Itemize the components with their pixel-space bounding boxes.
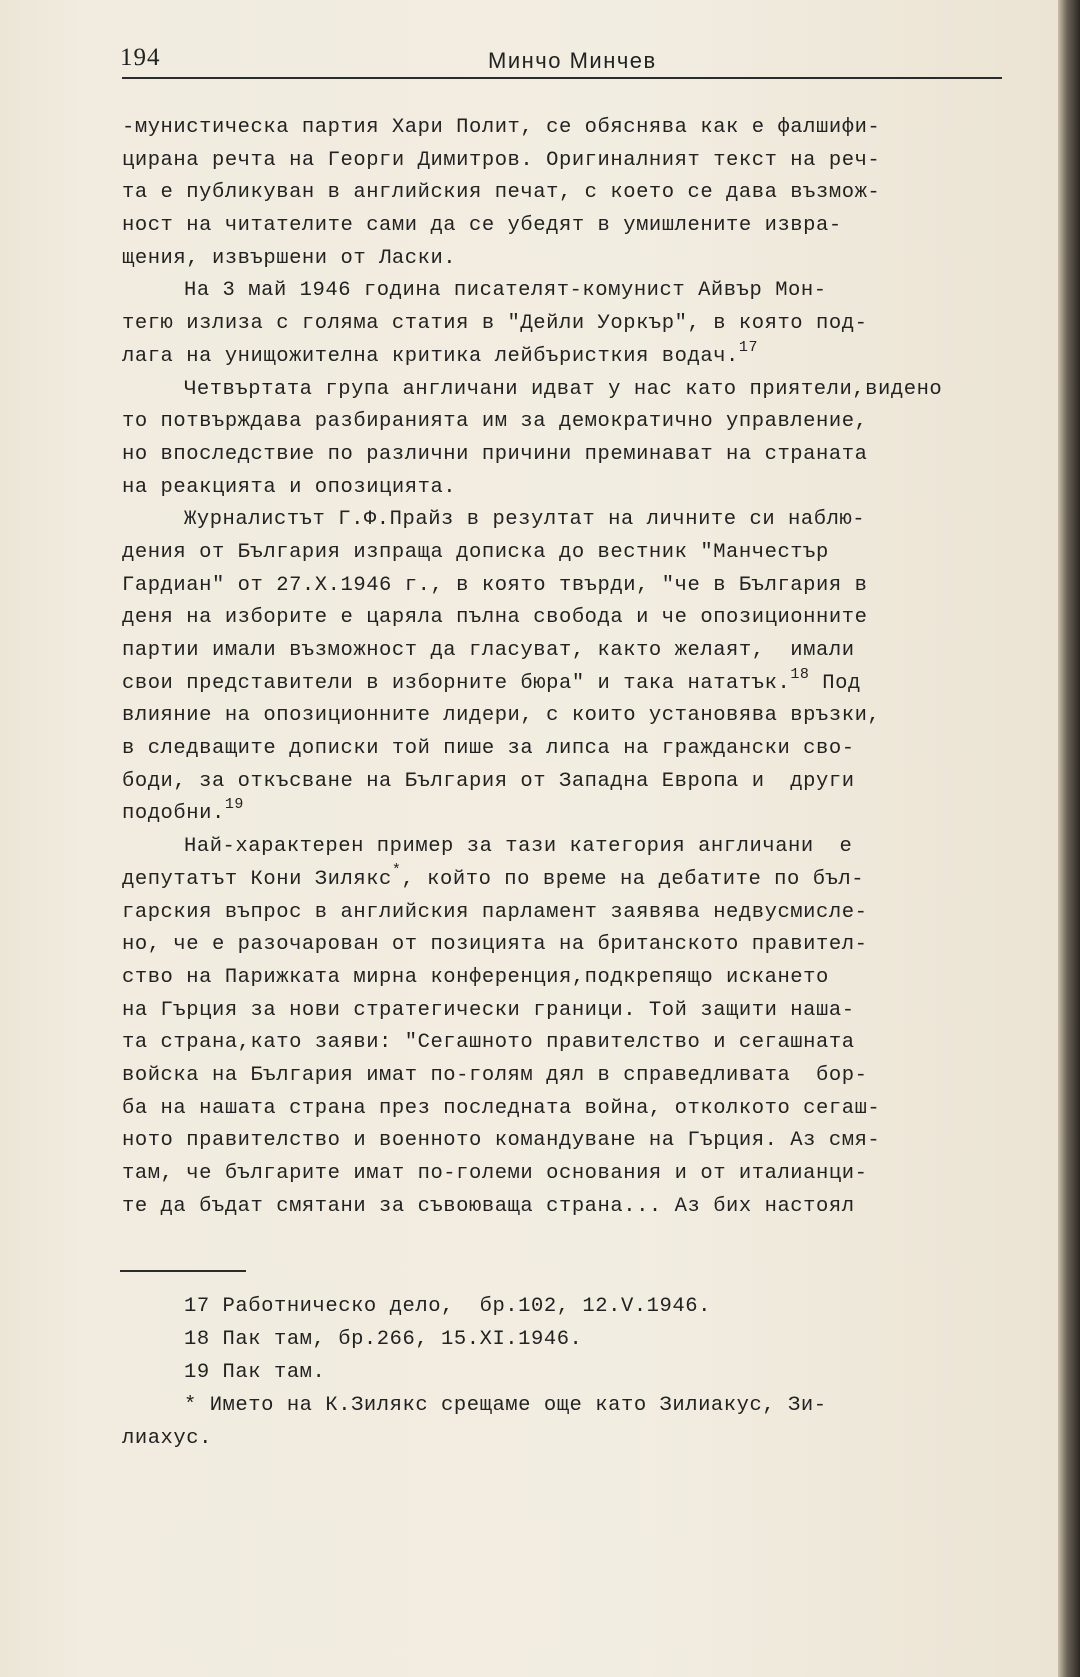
text-line: но, че е разочарован от позицията на британското правител-: [122, 933, 868, 957]
footnote-ref-18: 18: [790, 665, 810, 683]
text-line: щения, извършени от Ласки.: [122, 246, 457, 270]
text-line: там, че българите имат по-големи основания и от италианци-: [122, 1162, 868, 1185]
page-header: [120, 44, 1000, 80]
header-rule: [122, 77, 1002, 79]
text-line: ното правителство и военното командуване на Гърция. Аз смя-: [122, 1129, 881, 1153]
text-line: ство на Парижката мирна конференция,подкрепящо искането: [122, 965, 829, 989]
text-line: гарския въпрос в английския парламент заявява недвусмисле-: [122, 900, 868, 924]
text-segment: подобни.: [122, 802, 225, 826]
text-line: Журналистът Г.Ф.Прайз в резултат на личните си наблю-: [184, 508, 866, 532]
body-text: [122, 112, 1022, 1223]
text-segment: лага на унищожителна критика лейбъристкия водач.: [122, 344, 739, 368]
text-line: ност на читателите сами да се убедят в умишлените извра-: [122, 214, 842, 238]
text-line: те да бъдат смятани за съвоюваща страна... Аз бих настоял: [122, 1194, 855, 1218]
text-segment: Под: [809, 671, 861, 695]
text-line: дения от България изпраща дописка до вестник "Манчестър: [122, 540, 829, 564]
text-line: в следващите дописки той пише за липса на граждански сво-: [122, 737, 855, 761]
footnote-ref-17: 17: [738, 338, 759, 356]
footnote: 18 Пак там, бр.266, 15.XI.1946.: [184, 1328, 583, 1351]
text-line: тегю излиза с голяма статия в "Дейли Уоркър", в която под-: [122, 312, 868, 336]
text-line-with-ref: [122, 798, 1022, 831]
text-line: влияние на опозиционните лидери, с които установява връзки,: [122, 704, 881, 728]
footnote: * Името на К.Зилякс срещаме още като Зилиакус, Зи-: [184, 1394, 827, 1417]
footnote-ref-star: *: [391, 861, 402, 879]
text-line: ба на нашата страна през последната война, отколкото сегаш-: [122, 1096, 881, 1120]
text-line: та е публикуван в английския печат, с което се дава възмож-: [122, 181, 881, 205]
text-line-with-ref: [122, 665, 1022, 701]
running-head-author: Минчо Минчев: [488, 48, 657, 73]
page-number: 194: [120, 44, 161, 71]
text-line: то потвърждава разбиранията им за демократично управление,: [122, 410, 868, 434]
text-segment: , който по време на дебатите по бъл-: [401, 867, 865, 891]
text-line: деня на изборите е царяла пълна свобода и че опозиционните: [122, 606, 868, 630]
text-line: цирана речта на Георги Димитров. Оригиналният текст на реч-: [122, 148, 881, 172]
text-line: на Гърция за нови стратегически граници. Той защити наша-: [122, 998, 855, 1022]
text-line: войска на България имат по-голям дял в справедливата бор-: [122, 1063, 868, 1087]
footnote: 17 Работническо дело, бр.102, 12.V.1946.: [184, 1295, 711, 1318]
text-line: -мунистическа партия Хари Полит, се обяснява как е фалшифи-: [122, 116, 881, 139]
text-line: та страна,като заяви: "Сегашното правителство и сегашната: [122, 1031, 855, 1055]
text-line: Най-характерен пример за тази категория англичани е: [184, 835, 853, 859]
text-line-with-ref: [122, 861, 1022, 897]
footnote-separator: [120, 1270, 246, 1272]
footnote: лиахус.: [122, 1427, 212, 1450]
text-line: На 3 май 1946 година писателят-комунист Айвър Мон-: [184, 279, 827, 303]
text-line: но впоследствие по различни причини преминават на страната: [122, 442, 868, 466]
page-edge-shadow: [1058, 0, 1080, 1677]
text-line: боди, за откъсване на България от Западна Европа и други: [122, 769, 855, 793]
footnote: 19 Пак там.: [184, 1361, 326, 1384]
footnote-ref-19: 19: [224, 796, 244, 814]
text-line-with-ref: [122, 338, 1022, 374]
text-line: на реакцията и опозицията.: [122, 475, 457, 499]
text-line: партии имали възможност да гласуват, както желаят, имали: [122, 639, 855, 662]
text-segment: депутатът Кони Зилякс: [122, 867, 392, 891]
text-line: Четвъртата група англичани идват у нас като приятели,видено: [184, 377, 943, 401]
text-segment: свои представители в изборните бюра" и така нататък.: [122, 671, 791, 695]
footnotes: [122, 1290, 1022, 1455]
text-line: Гардиан" от 27.X.1946 г., в която твърди, "че в България в: [122, 573, 868, 597]
